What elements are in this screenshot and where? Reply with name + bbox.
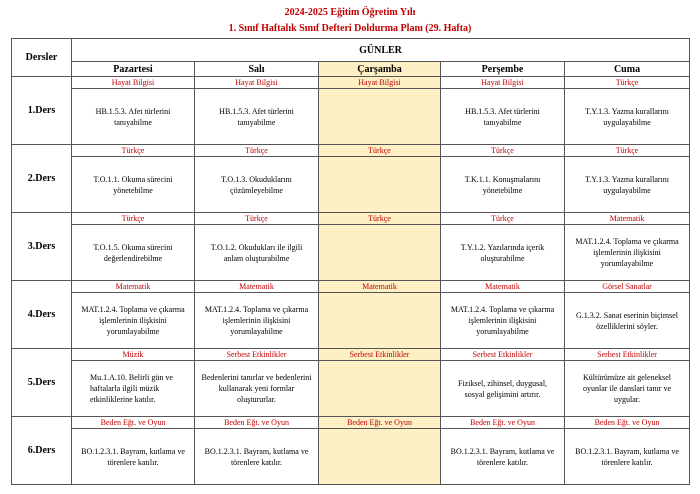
- day-header-pazartesi: Pazartesi: [72, 62, 195, 77]
- lesson-2-subject-row: [12, 145, 690, 157]
- header-dersler: Dersler: [12, 39, 72, 77]
- day-header-carsamba: Çarşamba: [319, 62, 441, 77]
- lesson-1-label: 1.Ders: [12, 77, 72, 145]
- day-header-persembe: Perşembe: [441, 62, 565, 77]
- lesson-5-cell-carsamba: [319, 361, 441, 417]
- day-header-sali: Salı: [195, 62, 319, 77]
- lesson-4-cell-carsamba: [319, 293, 441, 349]
- lesson-3-label: 3.Ders: [12, 213, 72, 281]
- lesson-3-subject-row: [12, 213, 690, 225]
- lesson-3-cell-persembe: [441, 225, 565, 281]
- lesson-5-subject-carsamba: Serbest Etkinlikler: [319, 349, 441, 361]
- lesson-6-objective-persembe: BO.1.2.3.1. Bayram, kutlama ve törenlere katılır.: [450, 446, 555, 467]
- lesson-2-cell-sali: [195, 157, 319, 213]
- lesson-4-subject-pazartesi: Matematik: [72, 281, 195, 293]
- lesson-2-objective-cuma: T.Y.1.3. Yazma kurallarını uygulayabilme: [585, 174, 669, 195]
- plan-body: [12, 39, 690, 485]
- lesson-4-objective-pazartesi: MAT.1.2.4. Toplama ve çıkarma işlemlerinin ilişkisini yorumlayabilme: [81, 305, 185, 336]
- lesson-1-cell-carsamba: [319, 89, 441, 145]
- lesson-1-objective-cuma: T.Y.1.3. Yazma kurallarını uygulayabilme: [585, 106, 669, 127]
- lesson-4-objective-sali: MAT.1.2.4. Toplama ve çıkarma işlemlerinin ilişkisini yorumlayabilme: [204, 305, 309, 336]
- lesson-4-subject-row: [12, 281, 690, 293]
- lesson-5-subject-row: [12, 349, 690, 361]
- lesson-5-objective-sali: Bedenlerini tanırlar ve bedenlerini kullanarak yeni formlar oluştururlar.: [201, 373, 312, 404]
- lesson-2-cell-cuma: [565, 157, 690, 213]
- lesson-4-objective-row: [12, 293, 690, 349]
- lesson-4-objective-persembe: MAT.1.2.4. Toplama ve çıkarma işlemlerinin ilişkisini yorumlayabilme: [450, 305, 555, 336]
- lesson-2-subject-carsamba: Türkçe: [319, 145, 441, 157]
- lesson-6-subject-row: [12, 417, 690, 429]
- lesson-1-cell-cuma: [565, 89, 690, 145]
- lesson-1-objective-sali: HB.1.5.3. Afet türlerini tanıyabilme: [219, 106, 294, 127]
- header-gunler: GÜNLER: [72, 39, 690, 62]
- lesson-5-subject-persembe: Serbest Etkinlikler: [441, 349, 565, 361]
- lesson-4-label: 4.Ders: [12, 281, 72, 349]
- lesson-6-cell-carsamba: [319, 429, 441, 485]
- lesson-5-subject-sali: Serbest Etkinlikler: [195, 349, 319, 361]
- lesson-5-objective-pazartesi: Mu.1.A.10. Belirli gün ve haftalarla ilgili müzik etkinliklerine katılır.: [90, 373, 173, 404]
- header-row-days: [12, 62, 690, 77]
- lesson-3-subject-carsamba: Türkçe: [319, 213, 441, 225]
- lesson-2-cell-pazartesi: [72, 157, 195, 213]
- lesson-6-objective-pazartesi: BO.1.2.3.1. Bayram, kutlama ve törenlere katılır.: [81, 446, 185, 467]
- lesson-6-subject-cuma: Beden Eğt. ve Oyun: [565, 417, 690, 429]
- lesson-5-objective-cuma: Kültürümüze ait geleneksel oyunlar ile danslari tanır ve uygular.: [583, 373, 671, 404]
- day-header-cuma: Cuma: [565, 62, 690, 77]
- lesson-3-cell-cuma: [565, 225, 690, 281]
- lesson-4-subject-cuma: Görsel Sanatlar: [565, 281, 690, 293]
- lesson-3-subject-pazartesi: Türkçe: [72, 213, 195, 225]
- lesson-1-subject-sali: Hayat Bilgisi: [195, 77, 319, 89]
- lesson-5-objective-persembe: Fiziksel, zihinsel, duygusal, sosyal gelişimini artırır.: [457, 378, 548, 399]
- lesson-2-subject-pazartesi: Türkçe: [72, 145, 195, 157]
- lesson-3-objective-sali: T.O.1.2. Okudukları ile ilgili anlam oluşturabilme: [210, 242, 303, 263]
- lesson-2-objective-persembe: T.K.1.1. Konuşmalarını yönetebilme: [464, 174, 541, 195]
- lesson-3-cell-pazartesi: [72, 225, 195, 281]
- lesson-4-cell-persembe: [441, 293, 565, 349]
- lesson-4-cell-cuma: [565, 293, 690, 349]
- lesson-6-subject-sali: Beden Eğt. ve Oyun: [195, 417, 319, 429]
- lesson-6-cell-sali: [195, 429, 319, 485]
- lesson-6-objective-cuma: BO.1.2.3.1. Bayram, kutlama ve törenlere katılır.: [575, 446, 679, 467]
- lesson-2-objective-pazartesi: T.O.1.1. Okuma sürecini yönetebilme: [93, 174, 173, 195]
- lesson-2-subject-sali: Türkçe: [195, 145, 319, 157]
- lesson-6-objective-row: [12, 429, 690, 485]
- lesson-2-objective-sali: T.O.1.3. Okuduklarını çözümleyebilme: [221, 174, 292, 195]
- lesson-5-subject-cuma: Serbest Etkinlikler: [565, 349, 690, 361]
- lesson-2-subject-persembe: Türkçe: [441, 145, 565, 157]
- lesson-1-objective-row: [12, 89, 690, 145]
- lesson-1-objective-persembe: HB.1.5.3. Afet türlerini tanıyabilme: [465, 106, 540, 127]
- lesson-1-cell-pazartesi: [72, 89, 195, 145]
- lesson-6-subject-persembe: Beden Eğt. ve Oyun: [441, 417, 565, 429]
- header-row-gunler: [12, 39, 690, 62]
- lesson-6-subject-pazartesi: Beden Eğt. ve Oyun: [72, 417, 195, 429]
- lesson-1-cell-persembe: [441, 89, 565, 145]
- lesson-2-subject-cuma: Türkçe: [565, 145, 690, 157]
- lesson-6-subject-carsamba: Beden Eğt. ve Oyun: [319, 417, 441, 429]
- lesson-5-objective-row: [12, 361, 690, 417]
- lesson-3-objective-row: [12, 225, 690, 281]
- lesson-4-subject-carsamba: Matematik: [319, 281, 441, 293]
- lesson-3-objective-persembe: T.Y.1.2. Yazılarında içerik oluşturabilme: [460, 242, 545, 263]
- lesson-1-objective-pazartesi: HB.1.5.3. Afet türlerini tanıyabilme: [95, 106, 171, 127]
- lesson-2-cell-carsamba: [319, 157, 441, 213]
- lesson-1-subject-cuma: Türkçe: [565, 77, 690, 89]
- lesson-6-label: 6.Ders: [12, 417, 72, 485]
- document-title: 2024-2025 Eğitim Öğretim Yılı: [284, 7, 416, 18]
- lesson-4-subject-persembe: Matematik: [441, 281, 565, 293]
- lesson-5-label: 5.Ders: [12, 349, 72, 417]
- lesson-3-subject-sali: Türkçe: [195, 213, 319, 225]
- lesson-4-subject-sali: Matematik: [195, 281, 319, 293]
- lesson-2-objective-row: [12, 157, 690, 213]
- lesson-3-objective-cuma: MAT.1.2.4. Toplama ve çıkarma işlemlerinin ilişkisini yorumlayabilme: [575, 237, 679, 268]
- lesson-3-cell-carsamba: [319, 225, 441, 281]
- lesson-5-cell-pazartesi: [72, 361, 195, 417]
- lesson-3-objective-pazartesi: T.O.1.5. Okuma sürecini değerlendirebilme: [93, 242, 173, 263]
- lesson-6-cell-persembe: [441, 429, 565, 485]
- lesson-2-label: 2.Ders: [12, 145, 72, 213]
- lesson-4-cell-pazartesi: [72, 293, 195, 349]
- lesson-6-objective-sali: BO.1.2.3.1. Bayram, kutlama ve törenlere katılır.: [204, 446, 309, 467]
- lesson-1-cell-sali: [195, 89, 319, 145]
- lesson-6-cell-cuma: [565, 429, 690, 485]
- lesson-1-subject-carsamba: Hayat Bilgisi: [319, 77, 441, 89]
- lesson-5-subject-pazartesi: Müzik: [72, 349, 195, 361]
- lesson-1-subject-row: [12, 77, 690, 89]
- lesson-6-cell-pazartesi: [72, 429, 195, 485]
- weekly-plan-table: [11, 38, 690, 485]
- lesson-3-cell-sali: [195, 225, 319, 281]
- lesson-3-subject-cuma: Matematik: [565, 213, 690, 225]
- lesson-2-cell-persembe: [441, 157, 565, 213]
- lesson-3-subject-persembe: Türkçe: [441, 213, 565, 225]
- lesson-4-objective-cuma: G.1.3.2. Sanat eserinin biçimsel özelliklerini söyler.: [576, 310, 679, 331]
- lesson-5-cell-sali: [195, 361, 319, 417]
- lesson-5-cell-persembe: [441, 361, 565, 417]
- lesson-1-subject-pazartesi: Hayat Bilgisi: [72, 77, 195, 89]
- lesson-4-cell-sali: [195, 293, 319, 349]
- lesson-5-cell-cuma: [565, 361, 690, 417]
- document-subtitle: 1. Sınıf Haftalık Sınıf Defteri Doldurma Planı (29. Hafta): [228, 23, 472, 34]
- lesson-1-subject-persembe: Hayat Bilgisi: [441, 77, 565, 89]
